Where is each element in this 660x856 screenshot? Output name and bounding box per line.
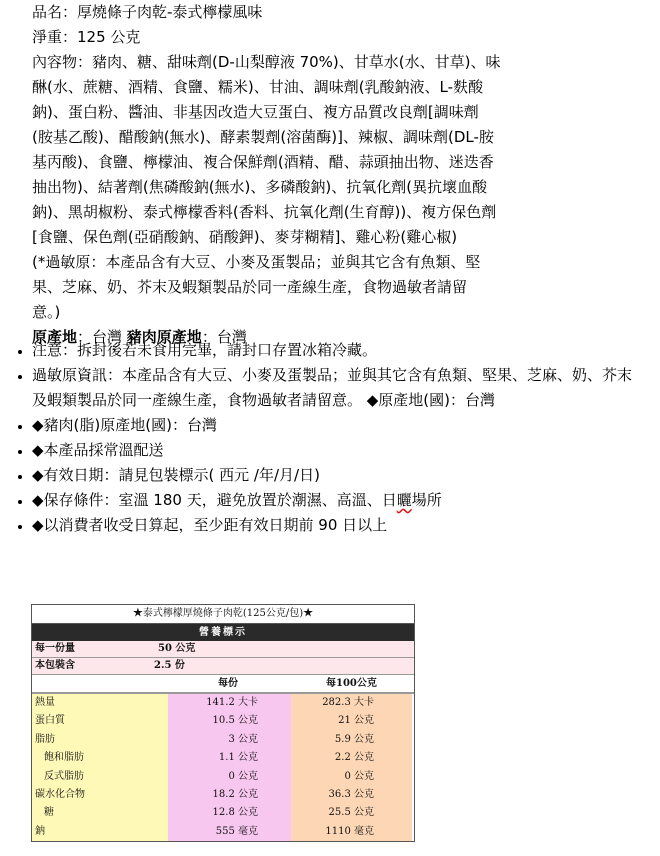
ingredients-line: 抽出物)、結著劑(焦磷酸鈉(無水)、多磷酸鈉)、抗氧化劑(異抗壞血酸 xyxy=(32,178,488,196)
nutrient-name: 熱量 xyxy=(32,694,168,712)
per-100g-value: 282.3 大卡 xyxy=(291,694,412,712)
per-100g-value: 25.5 公克 xyxy=(291,804,412,822)
net-weight: 淨重：125 公克 xyxy=(32,28,141,46)
note-storage: ◆保存條件：室溫 180 天，避免放置於潮濕、高溫、日 xyxy=(32,491,397,509)
per-serving-value: 12.8 公克 xyxy=(168,804,291,822)
nutrition-header: 營養標示 xyxy=(32,624,414,641)
product-name: 品名：厚燒條子肉乾-泰式檸檬風味 xyxy=(32,3,263,21)
ingredients-line: 鈉)、黑胡椒粉、泰式檸檬香料(香料、抗氧化劑(生育醇))、複方保色劑 xyxy=(32,203,497,221)
note-item: • ◆豬肉(脂)原產地(國)：台灣 xyxy=(32,413,632,438)
allergen-line: 意。) xyxy=(32,303,61,321)
per-serving-value: 3 公克 xyxy=(168,731,291,749)
column-headers xyxy=(32,675,414,693)
ingredients-line: [食鹽、保色劑(亞硝酸鈉、硝酸鉀)、麥芽糊精]、雞心粉(雞心椒) xyxy=(32,228,458,246)
note-item: • 注意：拆封後若未食用完畢，請封口存置冰箱冷藏。 xyxy=(32,338,632,363)
note-item xyxy=(32,488,632,513)
serving-value: 50 公克 xyxy=(158,643,196,654)
note-item: • 過敏原資訊：本產品含有大豆、小麥及蛋製品；並與其它含有魚類、堅果、芝麻、奶、芥末及蝦類製品於同一產線生產，食物過敏者請留意。 ◆原產地(國)：台灣 xyxy=(32,363,632,413)
nutrition-row xyxy=(32,749,414,767)
ingredients-line: 基丙酸)、食鹽、檸檬油、複合保鮮劑(酒精、醋、蒜頭抽出物、迷迭香 xyxy=(32,153,494,171)
per-100g-value: 2.2 公克 xyxy=(291,749,412,767)
nutrition-facts-table xyxy=(31,604,415,842)
per-serving-value: 141.2 大卡 xyxy=(168,694,291,712)
nutrient-name: 鈉 xyxy=(32,823,168,841)
ingredients-line: (胺基乙酸)、醋酸鈉(無水)、酵素製劑(溶菌酶)]、辣椒、調味劑(DL-胺 xyxy=(32,128,494,146)
nutrition-row xyxy=(32,768,414,786)
ingredients-line: 醂(水、蔗糖、酒精、食鹽、糯米)、甘油、調味劑(乳酸鈉液、L-麩酸 xyxy=(32,78,484,96)
nutrition-title: ★泰式檸檬厚燒條子肉乾(125公克/包)★ xyxy=(32,605,414,624)
nutrition-row xyxy=(32,731,414,749)
pork-origin-label: 豬肉原產地 xyxy=(126,328,202,346)
note-item: • ◆本產品採常溫配送 xyxy=(32,438,632,463)
product-spec xyxy=(32,0,632,350)
servings-value: 2.5 份 xyxy=(154,660,185,671)
servings-label: 本包裝含 xyxy=(35,660,75,671)
nutrient-name: 反式脂肪 xyxy=(32,768,168,786)
nutrition-row xyxy=(32,712,414,730)
per-serving-value: 1.1 公克 xyxy=(168,749,291,767)
per-serving-value: 10.5 公克 xyxy=(168,712,291,730)
pork-origin-value: ：台灣 xyxy=(201,328,247,346)
origin-label: 原產地 xyxy=(32,328,78,346)
per-serving-value: 18.2 公克 xyxy=(168,786,291,804)
per-100g-value: 5.9 公克 xyxy=(291,731,412,749)
nutrition-row xyxy=(32,786,414,804)
note-item: • ◆以消費者收受日算起，至少距有效日期前 90 日以上 xyxy=(32,513,632,538)
col-per-serving: 每份 xyxy=(218,678,238,689)
origin-value: ：台灣 xyxy=(77,328,127,346)
per-100g-value: 1110 毫克 xyxy=(291,823,412,841)
per-100g-value: 0 公克 xyxy=(291,768,412,786)
nutrient-name: 糖 xyxy=(32,804,168,822)
notes-list xyxy=(0,338,632,538)
nutrient-name: 碳水化合物 xyxy=(32,786,168,804)
nutrition-rows xyxy=(32,693,414,841)
spellcheck-word: 曬 xyxy=(396,491,412,509)
ingredients-line: 內容物：豬肉、糖、甜味劑(D-山梨醇液 70%)、甘草水(水、甘草)、味 xyxy=(32,53,501,71)
ingredients-line: 鈉)、蛋白粉、醬油、非基因改造大豆蛋白、複方品質改良劑[調味劑 xyxy=(32,103,479,121)
nutrient-name: 蛋白質 xyxy=(32,712,168,730)
nutrition-row xyxy=(32,804,414,822)
nutrition-row xyxy=(32,823,414,841)
nutrient-name: 脂肪 xyxy=(32,731,168,749)
note-storage-tail: 場所 xyxy=(411,491,442,509)
per-serving-value: 0 公克 xyxy=(168,768,291,786)
per-100g-value: 21 公克 xyxy=(291,712,412,730)
serving-size-row xyxy=(32,641,414,658)
col-per-100g: 每100公克 xyxy=(326,678,377,689)
per-serving-value: 555 毫克 xyxy=(168,823,291,841)
nutrition-row xyxy=(32,694,414,712)
nutrient-name: 飽和脂肪 xyxy=(32,749,168,767)
per-100g-value: 36.3 公克 xyxy=(291,786,412,804)
serving-label: 每一份量 xyxy=(35,643,75,654)
allergen-line: (*過敏原：本產品含有大豆、小麥及蛋製品；並與其它含有魚類、堅 xyxy=(32,253,481,271)
allergen-line: 果、芝麻、奶、芥末及蝦類製品於同一產線生產，食物過敏者請留 xyxy=(32,278,468,296)
servings-per-pack-row xyxy=(32,658,414,675)
note-item: • ◆有效日期：請見包裝標示( 西元 /年/月/日) xyxy=(32,463,632,488)
